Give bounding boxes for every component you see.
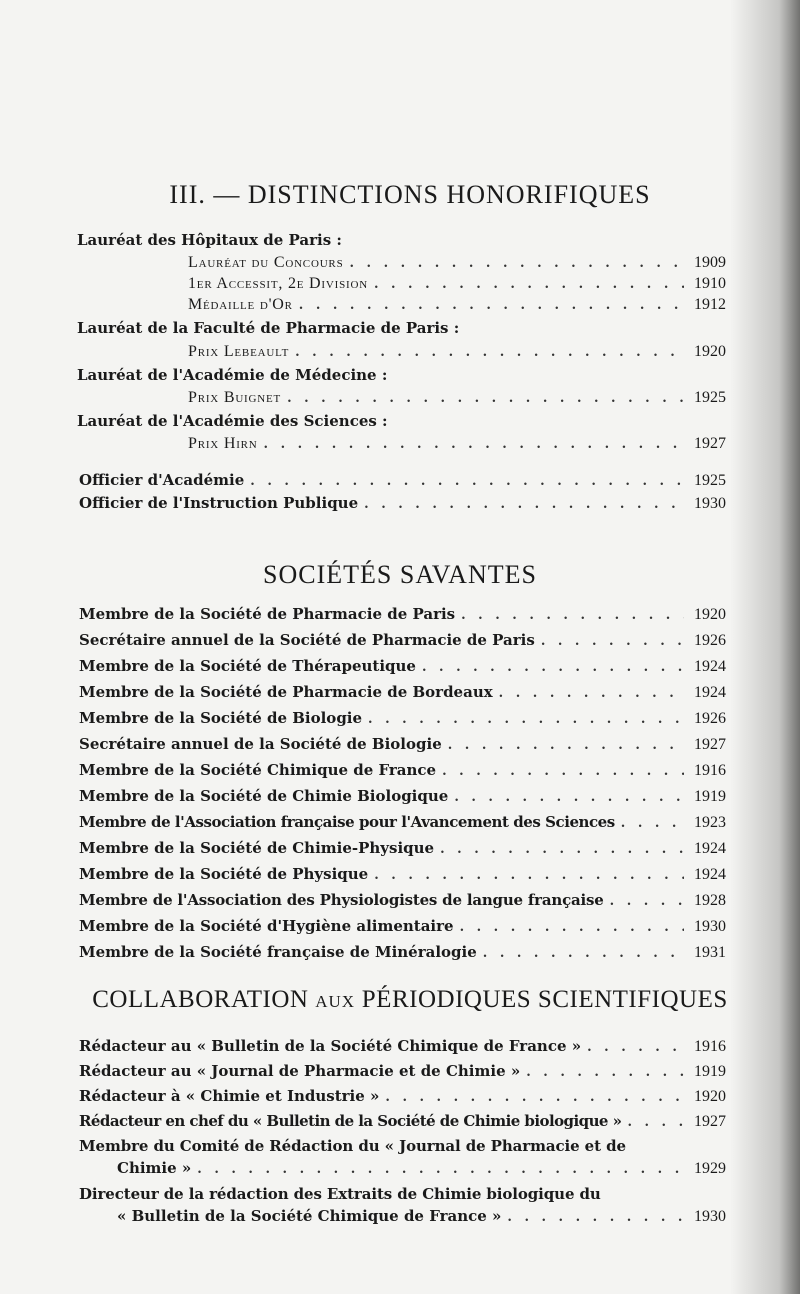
entry-year: 1924: [694, 658, 726, 675]
entry-label: Rédacteur au « Journal de Pharmacie et de Chimie »: [79, 1062, 521, 1080]
leader-dots: [385, 1087, 684, 1109]
entry-label: Secrétaire annuel de la Société de Pharmacie de Paris: [79, 631, 535, 649]
entry-label: Prix Lebeault: [188, 343, 290, 360]
societe-entry: [79, 889, 726, 911]
entry-label: Secrétaire annuel de la Société de Biologie: [79, 735, 442, 753]
entry-label-line1: Directeur de la rédaction des Extraits de Chimie biologique du: [79, 1185, 601, 1203]
entry-label-line1: Membre du Comité de Rédaction du « Journal de Pharmacie et de: [79, 1137, 626, 1155]
leader-dots: [448, 735, 684, 757]
entry-label: Médaille d'Or: [188, 296, 293, 313]
entry-label: Membre de la Société de Biologie: [79, 709, 363, 727]
leader-dots: [610, 891, 684, 913]
entry-year: 1927: [694, 736, 726, 753]
societe-entry: [79, 837, 726, 859]
entry-label: Rédacteur à « Chimie et Industrie »: [79, 1087, 380, 1105]
entry-year: 1924: [694, 840, 726, 857]
societe-entry: [79, 863, 726, 885]
leader-dots: [197, 1159, 688, 1181]
sciences-category: Lauréat de l'Académie des Sciences :: [77, 412, 388, 430]
societe-entry: [79, 811, 726, 833]
entry-prix-buignet: [188, 387, 726, 409]
entry-label: Prix Buignet: [188, 389, 282, 406]
leader-dots: [264, 434, 684, 456]
periodique-entry: [79, 1060, 726, 1082]
societe-entry: [79, 655, 726, 677]
leader-dots: [627, 1112, 684, 1134]
leader-dots: [287, 388, 684, 410]
entry-label: Membre de la Société de Thérapeutique: [79, 657, 416, 675]
leader-dots: [422, 657, 684, 679]
leader-dots: [499, 683, 684, 705]
leader-dots: [442, 761, 684, 783]
entry-year: 1909: [694, 254, 726, 271]
entry-year: 1920: [694, 1088, 726, 1105]
entry-label: Membre de l'Association des Physiologistes de langue française: [79, 891, 604, 909]
entry-label: Membre de la Société de Pharmacie de Bordeaux: [79, 683, 493, 701]
societe-entry: [79, 759, 726, 781]
periodique-entry-comite: [79, 1136, 726, 1181]
leader-dots: [541, 631, 684, 653]
entry-label: Rédacteur en chef du « Bulletin de la Société de Chimie biologique »: [79, 1112, 622, 1130]
entry-year: 1920: [694, 606, 726, 623]
entry-laureat-concours: [188, 252, 726, 274]
faculte-category: Lauréat de la Faculté de Pharmacie de Paris :: [77, 319, 460, 337]
leader-dots: [374, 274, 684, 296]
entry-year: 1930: [694, 1208, 726, 1225]
leader-dots: [295, 342, 684, 364]
leader-dots: [460, 917, 684, 939]
entry-year: 1912: [694, 296, 726, 313]
hopitaux-category: Lauréat des Hôpitaux de Paris :: [77, 231, 342, 249]
leader-dots: [507, 1207, 688, 1229]
periodique-entry: [79, 1110, 726, 1132]
collaboration-heading: [10, 986, 800, 1014]
entry-second-row: [79, 1205, 726, 1229]
entry-year: 1930: [694, 495, 726, 512]
entry-year: 1925: [694, 472, 726, 489]
entry-prix-lebeault: [188, 341, 726, 363]
leader-dots: [299, 295, 684, 317]
leader-dots: [461, 605, 684, 627]
entry-label: Membre de la Société Chimique de France: [79, 761, 437, 779]
entry-year: 1919: [694, 788, 726, 805]
leader-dots: [350, 253, 685, 275]
entry-label: Membre de la Société de Physique: [79, 865, 369, 883]
entry-label: 1er Accessit, 2e Division: [188, 275, 368, 292]
entry-medaille-or: [188, 294, 726, 316]
entry-year: 1927: [694, 435, 726, 452]
societes-heading: SOCIÉTÉS SAVANTES: [263, 560, 537, 589]
medecine-category: Lauréat de l'Académie de Médecine :: [77, 366, 388, 384]
entry-year: 1910: [694, 275, 726, 292]
entry-year: 1926: [694, 710, 726, 727]
entry-label: Membre de la Société de Pharmacie de Paris: [79, 605, 456, 623]
leader-dots: [587, 1037, 684, 1059]
entry-year: 1931: [694, 944, 726, 961]
entry-year: 1930: [694, 918, 726, 935]
periodique-entry-directeur: [79, 1184, 726, 1229]
entry-label: Officier d'Académie: [79, 471, 245, 489]
societe-entry: [79, 915, 726, 937]
leader-dots: [250, 471, 684, 493]
entry-year: 1927: [694, 1113, 726, 1130]
entry-year: 1919: [694, 1063, 726, 1080]
entry-label: Officier de l'Instruction Publique: [79, 494, 359, 512]
entry-label: Membre de la Société de Chimie Biologique: [79, 787, 449, 805]
societe-entry: [79, 629, 726, 651]
entry-year: 1920: [694, 343, 726, 360]
entry-label: Rédacteur au « Bulletin de la Société Chimique de France »: [79, 1037, 582, 1055]
leader-dots: [526, 1062, 684, 1084]
entry-label-line2: Chimie »: [117, 1159, 192, 1177]
periodique-entry: [79, 1085, 726, 1107]
entry-label: Membre de l'Association française pour l'Avancement des Sciences: [79, 813, 615, 831]
leader-dots: [621, 813, 684, 835]
entry-year: 1925: [694, 389, 726, 406]
entry-year: 1916: [694, 1038, 726, 1055]
entry-year: 1916: [694, 762, 726, 779]
leader-dots: [483, 943, 684, 965]
entry-officier-academie: [79, 469, 726, 491]
leader-dots: [454, 787, 684, 809]
entry-officier-instruction: [79, 492, 726, 514]
entry-year: 1923: [694, 814, 726, 831]
entry-accessit: [188, 273, 726, 295]
entry-year: 1924: [694, 866, 726, 883]
entry-label-line2: « Bulletin de la Société Chimique de France »: [117, 1207, 502, 1225]
leader-dots: [364, 494, 684, 516]
societe-entry: [79, 603, 726, 625]
entry-year: 1928: [694, 892, 726, 909]
entry-label: Membre de la Société française de Minéralogie: [79, 943, 477, 961]
collaboration-heading-part2: AUX: [315, 992, 356, 1011]
distinctions-heading: III. — DISTINCTIONS HONORIFIQUES: [169, 180, 651, 209]
societe-entry: [79, 785, 726, 807]
periodique-entry: [79, 1035, 726, 1057]
leader-dots: [374, 865, 684, 887]
entry-label: Prix Hirn: [188, 435, 258, 452]
leader-dots: [368, 709, 684, 731]
entry-second-row: [79, 1157, 726, 1181]
entry-prix-hirn: [188, 433, 726, 455]
societe-entry: [79, 707, 726, 729]
collaboration-heading-part1: COLLABORATION: [92, 986, 309, 1013]
societe-entry: [79, 941, 726, 963]
entry-year: 1929: [694, 1160, 726, 1177]
societe-entry: [79, 733, 726, 755]
collaboration-heading-part3: PÉRIODIQUES SCIENTIFIQUES: [361, 986, 728, 1013]
leader-dots: [440, 839, 684, 861]
societe-entry: [79, 681, 726, 703]
entry-label: Lauréat du Concours: [188, 254, 344, 271]
entry-year: 1926: [694, 632, 726, 649]
entry-year: 1924: [694, 684, 726, 701]
entry-label: Membre de la Société d'Hygiène alimentaire: [79, 917, 454, 935]
entry-label: Membre de la Société de Chimie-Physique: [79, 839, 435, 857]
